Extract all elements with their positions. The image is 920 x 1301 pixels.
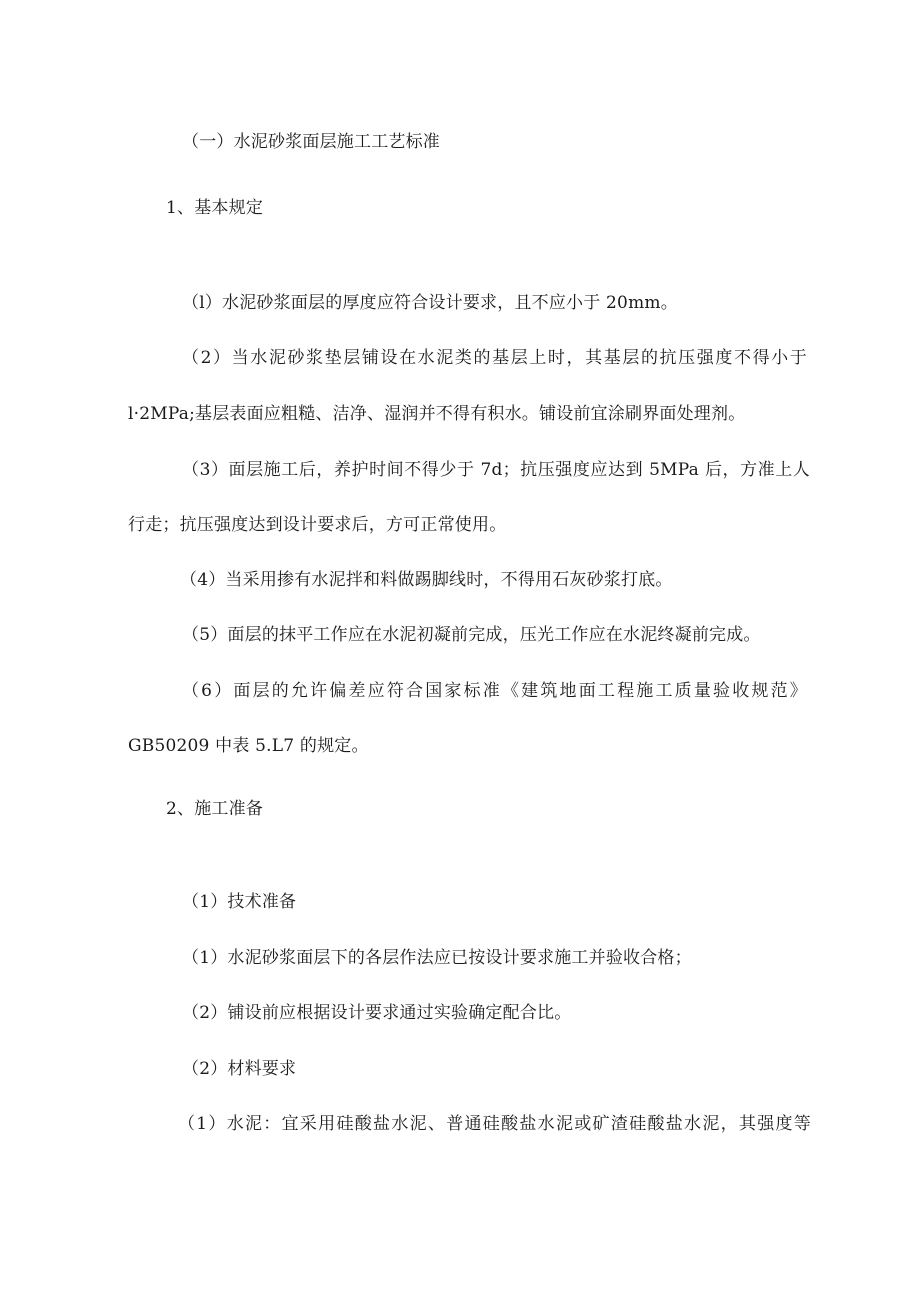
prep-technical-item-1: （1）水泥砂浆面层下的各层作法应已按设计要求施工并验收合格； — [182, 948, 692, 968]
rule-5: （5）面层的抹平工作应在水泥初凝前完成，压光工作应在水泥终凝前完成。 — [182, 625, 761, 645]
rule-4: （4）当采用掺有水泥拌和料做踢脚线时，不得用石灰砂浆打底。 — [180, 570, 673, 590]
heading-preparation: 2、施工准备 — [166, 799, 264, 819]
rule-1: （l）水泥砂浆面层的厚度应符合设计要求，且不应小于 20mm。 — [182, 293, 678, 313]
rule-6-line-2: GB50209 中表 5.L7 的规定。 — [128, 736, 369, 756]
rule-3-line-2: 行走；抗压强度达到设计要求后，方可正常使用。 — [128, 515, 507, 535]
prep-technical: （1）技术准备 — [182, 892, 297, 912]
rule-6-line-1: （6）面层的允许偏差应符合国家标准《建筑地面工程施工质量验收规范》 — [182, 681, 807, 701]
rule-2-line-1: （2）当水泥砂浆垫层铺设在水泥类的基层上时，其基层的抗压强度不得小于 — [182, 348, 807, 368]
prep-materials-item-1: （1）水泥：宜采用硅酸盐水泥、普通硅酸盐水泥或矿渣硅酸盐水泥，其强度等 — [178, 1114, 811, 1134]
rule-2-line-2: l·2MPa;基层表面应粗糙、洁净、湿润并不得有积水。铺设前宜涂刷界面处理剂。 — [128, 404, 746, 424]
section-title: （一）水泥砂浆面层施工工艺标准 — [182, 132, 440, 152]
rule-3-line-1: （3）面层施工后，养护时间不得少于 7d；抗压强度应达到 5MPa 后，方准上人 — [182, 460, 810, 480]
prep-materials: （2）材料要求 — [182, 1059, 297, 1079]
heading-basic-rules: 1、基本规定 — [166, 198, 264, 218]
prep-technical-item-2: （2）铺设前应根据设计要求通过实验确定配合比。 — [182, 1003, 572, 1023]
